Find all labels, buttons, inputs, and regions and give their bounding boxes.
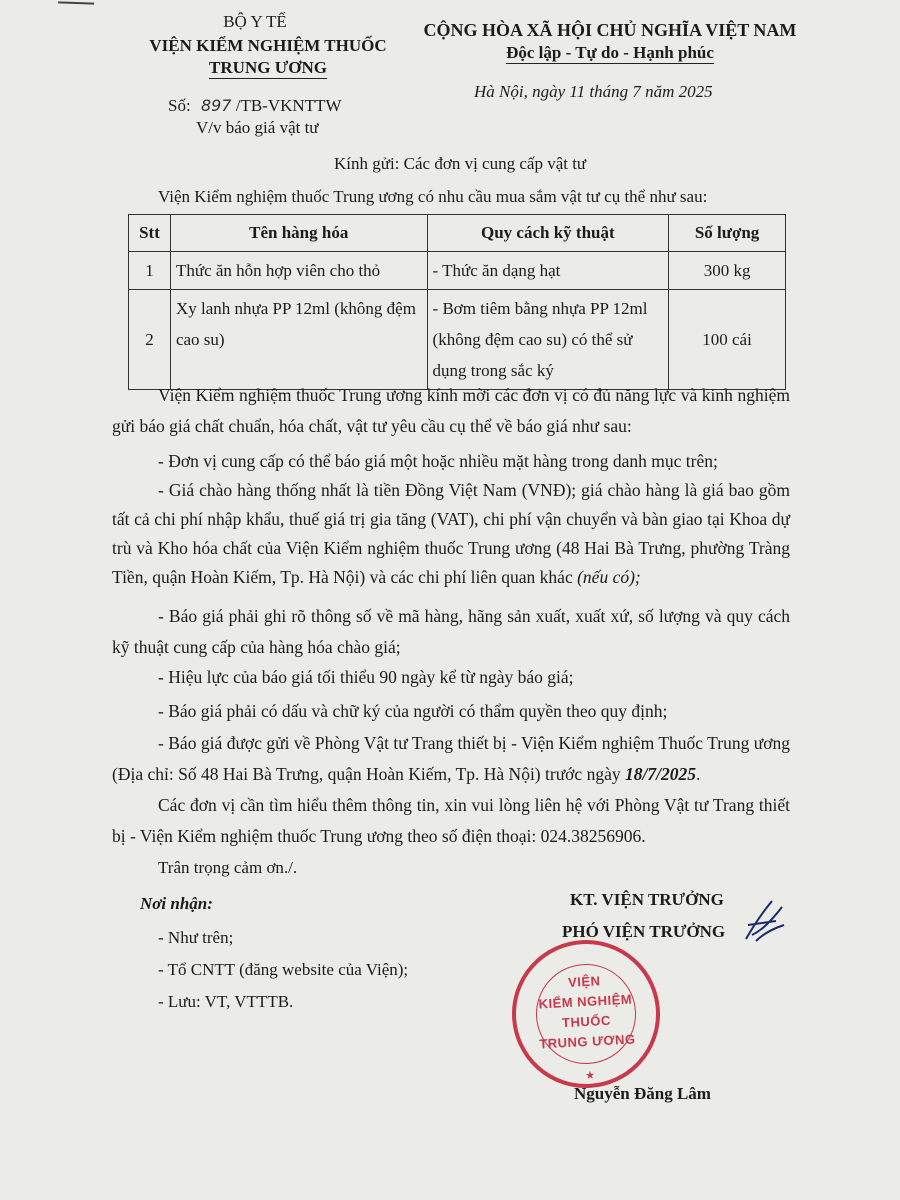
col-header-qty: Số lượng <box>669 215 786 252</box>
bullet-item: - Hiệu lực của báo giá tối thiểu 90 ngày kể từ ngày báo giá; <box>158 667 574 687</box>
cell-stt: 2 <box>129 290 171 390</box>
seal-star-icon: ★ <box>584 1069 596 1083</box>
handwritten-number: 897 <box>200 96 232 115</box>
reference-number: Số: 897 /TB-VKNTTW <box>168 96 342 115</box>
cell-qty: 100 cái <box>669 290 786 390</box>
seal-text: TRUNG ƯƠNG <box>539 1031 636 1052</box>
signature-title-line2: PHÓ VIỆN TRƯỞNG <box>562 922 726 941</box>
seal-text: VIỆN <box>567 973 601 990</box>
bullet-item: - Đơn vị cung cấp có thể báo giá một hoặc nhiều mặt hàng trong danh mục trên; <box>158 451 718 471</box>
col-header-name: Tên hàng hóa <box>170 215 427 252</box>
subject-line: V/v báo giá vật tư <box>196 118 319 137</box>
table-row <box>129 252 786 290</box>
signer-name: Nguyễn Đăng Lâm <box>574 1084 711 1103</box>
closing-thanks: Trân trọng cảm ơn./. <box>158 858 298 877</box>
col-header-stt: Stt <box>129 215 171 252</box>
institute-name-line2: TRUNG ƯƠNG <box>209 58 327 77</box>
institute-name-line1: VIỆN KIỂM NGHIỆM THUỐC <box>149 36 387 55</box>
recipient-item: - Lưu: VT, VTTTB. <box>158 992 294 1011</box>
cell-name: Thức ăn hỗn hợp viên cho thỏ <box>170 252 427 290</box>
bullet-item: - Giá chào hàng thống nhất là tiền Đồng Việt Nam (VNĐ); giá chào hàng là giá bao gồm tất cả chi phí nhập khẩu, thuế giá trị gia tăng (VAT), chi phí vận chuyển và bàn giao tại Khoa dự trù và Kho hóa chất của Viện Kiểm nghiệm thuốc Trung ương (48 Hai Bà Trưng, phường Tràng Tiền, quận Hoàn Kiếm, Tp. Hà Nội) và các chi phí liên quan khác (nếu có); <box>112 480 790 587</box>
paragraph-contact: Các đơn vị cần tìm hiểu thêm thông tin, xin vui lòng liên hệ với Phòng Vật tư Trang thiết bị - Viện Kiểm nghiệm thuốc Trung ương theo số điện thoại: 024.38256906. <box>112 795 790 846</box>
intro-text: Viện Kiểm nghiệm thuốc Trung ương có nhu cầu mua sắm vật tư cụ thể như sau: <box>158 187 708 206</box>
ministry-name: BỘ Y TẾ <box>223 12 287 31</box>
seal-text: THUỐC <box>561 1012 612 1031</box>
cell-stt: 1 <box>129 252 171 290</box>
signature-title-line1: KT. VIỆN TRƯỞNG <box>570 890 724 909</box>
scan-mark <box>58 1 94 12</box>
items-table <box>128 214 786 390</box>
table-row <box>129 290 786 390</box>
cell-spec: - Bơm tiêm bằng nhựa PP 12ml (không đệm cao su) có thể sử dụng trong sắc ký <box>427 290 669 390</box>
col-header-spec: Quy cách kỹ thuật <box>427 215 669 252</box>
national-motto: Độc lập - Tự do - Hạnh phúc <box>506 43 714 62</box>
bullet-item: - Báo giá phải ghi rõ thông số về mã hàng, hãng sản xuất, xuất xứ, số lượng và quy cách kỹ thuật cung cấp của hàng hóa chào giá; <box>112 606 790 657</box>
table-header-row <box>129 215 786 252</box>
cell-spec: - Thức ăn dạng hạt <box>427 252 669 290</box>
cell-name: Xy lanh nhựa PP 12ml (không đệm cao su) <box>170 290 427 390</box>
handwritten-signature <box>742 895 788 947</box>
recipient-item: - Như trên; <box>158 928 234 947</box>
deadline-date: 18/7/2025 <box>624 764 696 784</box>
bullet-item: - Báo giá phải có dấu và chữ ký của người có thẩm quyền theo quy định; <box>158 701 668 721</box>
official-seal <box>508 936 664 1092</box>
country-name: CỘNG HÒA XÃ HỘI CHỦ NGHĨA VIỆT NAM <box>423 20 797 40</box>
paragraph-invitation: Viện Kiểm nghiệm thuốc Trung ương kính mời các đơn vị có đủ năng lực và kinh nghiệm gửi báo giá chất chuẩn, hóa chất, vật tư yêu cầu cụ thể về báo giá như sau: <box>112 385 790 436</box>
cell-qty: 300 kg <box>669 252 786 290</box>
seal-text: KIỂM NGHIỆM <box>538 991 633 1012</box>
recipients-label: Nơi nhận: <box>140 894 213 913</box>
salutation: Kính gửi: Các đơn vị cung cấp vật tư <box>334 154 587 173</box>
bullet-item: - Báo giá được gửi về Phòng Vật tư Trang thiết bị - Viện Kiểm nghiệm Thuốc Trung ương (Địa chỉ: Số 48 Hai Bà Trưng, quận Hoàn Kiếm, Tp. Hà Nội) trước ngày 18/7/2025. <box>112 733 790 784</box>
recipient-item: - Tổ CNTT (đăng website của Viện); <box>158 960 409 979</box>
place-date: Hà Nội, ngày 11 tháng 7 năm 2025 <box>474 82 713 101</box>
